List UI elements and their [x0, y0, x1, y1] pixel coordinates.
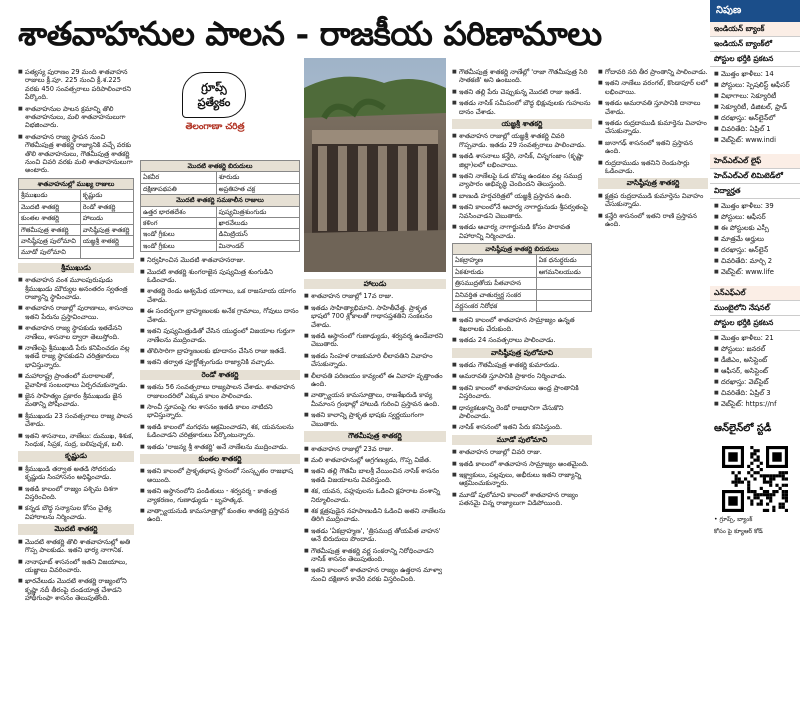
vasishthiputra-titles-table [452, 243, 592, 312]
list-item: ■ శక, యవన, పహ్లవులను ఓడించి క్షహరాట వంశాన్ని నిర్మూలించాడు. [304, 487, 446, 504]
list-item: ■ జునాగఢ్ శాసనంలో ఇతని ప్రస్తావన ఉంది. [598, 139, 708, 156]
job-detail: ■ వెబ్‌సైట్: https://nf [714, 399, 796, 410]
list-item: ■ గోదావరి నది తీర ప్రాంతాన్ని పాలించాడు. [598, 68, 708, 76]
list-item: ■ నానాఘాట్ శాసనంలో ఇతని విజయాలు, యజ్ఞాలు వివరించారు. [18, 558, 134, 575]
list-item: ■ ఇతడు రుద్రదాముడి కుమార్తెను వివాహం చేసుకున్నాడు. [598, 119, 708, 136]
table-cell: ఖారవేలుడు [216, 218, 299, 229]
column-1 [18, 68, 134, 718]
badge-line-2: ప్రత్యేకం [197, 96, 231, 109]
list-item: ■ ఇతని కాలంలో ప్రాకృతభాష స్థానంలో సంస్కృతం రాజభాష అయింది. [140, 467, 300, 484]
table-cell: ఇండో గ్రీకులు [141, 240, 217, 251]
table-cell: ఏక ధనుర్ధరుడు [536, 255, 591, 266]
job-detail: ■ విభాగాలు: సెక్యూరిటీ [714, 91, 796, 102]
table-cell: రెండో శాతకర్ణి [80, 201, 133, 212]
list-item: ■ ఇతడు 'రాజన్య శ్రీ శాతకర్ణి' అనే నాణేలను ముద్రించాడు. [140, 443, 300, 451]
list-item: ■ మలి శాతవాహనుల్లో అగ్రగణ్యుడు, గొప్ప విజేత. [304, 456, 446, 464]
table-cell: శూరుడు [216, 172, 299, 183]
section-hala: హాలుడు [304, 279, 446, 289]
table-cell: కుంతల శాతకర్ణి [19, 213, 81, 224]
jobs-sidebar [710, 0, 800, 725]
table-cell: దక్షిణాపథపతి [141, 183, 217, 194]
job-details-list [710, 331, 800, 412]
list-item: ■ అమరావతి స్తూపానికి ప్రాకారం నిర్మించాడు. [452, 372, 592, 380]
list-item: ■ నిర్వహించిన మొదటి శాతవాహనరాజు. [140, 256, 300, 264]
table-cell: కళింగ [141, 218, 217, 229]
list-item: ■ ఖారవేలుడు మొదటి శాతకర్ణి రాజ్యంలోని కృష్ణా నదీ తీరంపై దండయాత్ర చేశాడని హాథీగుంఫా శాసనం తెలుపుతోంది. [18, 577, 134, 602]
cave-photo [304, 58, 446, 272]
qr-code[interactable] [722, 446, 788, 512]
section-satakarni-2: రెండో శాతకర్ణి [140, 370, 300, 380]
table-row [141, 183, 300, 194]
list-item: ■ వాత్స్యాయనుడి కామసూత్రాల్లో కుంతల శాతకర్ణి ప్రస్తావన ఉంది. [140, 507, 300, 524]
titles-table-head: మొదటి శాతకర్ణి బిరుదులు [141, 161, 300, 172]
job-detail: ■ చివరితేది: ఏప్రిల్ 3 [714, 388, 796, 399]
list-item: ■ ఇతని కాలంలో శాతవాహనులు ఆంధ్ర ప్రాంతానికి విస్తరించారు. [452, 384, 592, 401]
list-item: ■ ఇక్ష్వాకులు, పల్లవులు, అభీరులు ఇతని రాజ్యాన్ని ఆక్రమించుకున్నారు. [452, 471, 592, 488]
vasishthiputra-list [598, 192, 708, 229]
table-row [141, 240, 300, 251]
table-cell: శ్రీముఖుడు [19, 190, 81, 201]
list-item: ■ లీలావతి పరిణయం కావ్యంలో ఈ వివాహ వృత్తాంతం ఉంది. [304, 372, 446, 389]
list-item: ■ ఇతడు సాహిత్యాభిమాని. సాహితీవేత్త. ప్రాకృత భాషలో 700 శ్లోకాలతో గాథాసప్తశతిని సంకలనం చేశాడు. [304, 304, 446, 329]
column-5 [598, 68, 708, 718]
table-cell: మినాండర్ [216, 240, 299, 251]
badge-bubble [182, 72, 246, 118]
list-item: ■ మొదటి శాతకర్ణి శుంగరాజైన పుష్యమిత్ర శుంగుడిని ఓడించాడు. [140, 268, 300, 285]
hala-list [304, 292, 446, 428]
list-item: ■ ఇతని కాలంలో శాతవాహన రాజ్యం ఉత్తరాన మాళ్వా నుంచి దక్షిణాన కావేరి వరకు విస్తరించింది. [304, 566, 446, 583]
list-item: ■ తొలిసారిగా బ్రాహ్మణులకు భూదానం చేసిన రాజు ఇతడే. [140, 347, 300, 355]
table-cell: ఏకశూరుడు [453, 266, 537, 277]
list-item: ■ ఇతని తల్లి పేరు చెప్పుకున్న మొదటి రాజు ఇతడే. [452, 88, 592, 96]
job-block [710, 22, 800, 154]
table-cell [536, 289, 591, 300]
list-item: ■ ఇతని కాలంలోనే ఆచార్య నాగార్జునుడు శ్రీపర్వతంపై నివసించాడని చెబుతారు. [452, 203, 592, 220]
list-item: ■ ఇతడు సింహళ రాజకుమారి లీలావతిని వివాహం చేసుకున్నాడు. [304, 352, 446, 369]
list-item: ■ గౌతమీపుత్ర శాతకర్ణి వర్ణ సంకరాన్ని నిరోధించాడని నాసిక్ శాసనం తెలుపుతుంది. [304, 547, 446, 564]
list-item: ■ ఇతడు 'ఏకబ్రాహ్మణ', 'త్రిసముద్ర తోయపీత వాహన' అనే బిరుదులు పొందాడు. [304, 527, 446, 544]
list-item: ■ ఇతని తర్వాత పూర్ణోత్సంగుడు రాజ్యానికి వచ్చాడు. [140, 358, 300, 366]
table-row [141, 229, 300, 240]
table-row [453, 266, 592, 277]
table-cell: పుష్యమిత్రశుంగుడు [216, 206, 299, 217]
section-srimukha: శ్రీముఖుడు [18, 263, 134, 273]
list-item: ■ ఇతడు నాసిక్ సమీపంలో బౌద్ధ భిక్షువులకు గుహలను దానం చేశాడు. [452, 99, 592, 116]
list-item: ■ నాసిక్ శాసనంలో ఇతని పేరు కనిపిస్తుంది. [452, 423, 592, 431]
table-row [19, 201, 134, 212]
kings-table-title: శాతవాహనుల్లో ముఖ్య రాజులు [19, 178, 134, 189]
list-item: ■ ఇతని నాణేలపై ఓడ బొమ్మ ఉండటం వల్ల సముద్ర వ్యాపారం అభివృద్ధి చెందిందని తెలుస్తుంది. [452, 172, 592, 189]
table-cell: ఏకవీర [141, 172, 217, 183]
section-satakarni-1: మొదటి శాతకర్ణి [18, 524, 134, 534]
col4-top-list [452, 68, 592, 116]
job-detail: ■ దరఖాస్తు: ఆన్‌లైన్ [714, 245, 796, 256]
table-cell [80, 247, 133, 258]
list-item: ■ బాణుడి హర్షచరిత్రలో యజ్ఞశ్రీ ప్రస్తావన ఉంది. [452, 192, 592, 200]
job-detail: ■ పోస్టులు: స్పెషలిస్ట్ ఆఫీసర్ [714, 80, 796, 91]
table-row [19, 224, 134, 235]
list-item: ■ ఇతడి కాలంలో మగధను ఆక్రమించాడని, శక, యవనులను ఓడించాడని చరిత్రకారులు పేర్కొంటున్నారు. [140, 423, 300, 440]
job-detail: ■ వెబ్‌సైట్: www.indi [714, 135, 796, 146]
table-cell: ఇండో గ్రీకులు [141, 229, 217, 240]
section-gautamiputra: గౌతమీపుత్ర శాతకర్ణి [304, 431, 446, 441]
list-item: ■ శ్రీముఖుడి తర్వాత అతడి సోదరుడు కృష్ణుడు సింహాసనం అధిష్ఠించాడు. [18, 465, 134, 482]
job-block-subtitle: హెచ్‌ఎల్‌ఎల్ లిమిటెడ్‌లో [710, 169, 800, 184]
list-item: ■ శాతవాహన రాజుల్లో 17వ రాజు. [304, 292, 446, 300]
section-yajnasri: యజ్ఞశ్రీ శాతకర్ణి [452, 119, 592, 129]
list-item: ■ శాతవాహన రాజుల్లో యజ్ఞశ్రీ శాతకర్ణి చివరి గొప్పవాడు. ఇతడు 29 సంవత్సరాలు పాలించాడు. [452, 132, 592, 149]
table-cell: డిమిట్రియస్ [216, 229, 299, 240]
table-row [141, 206, 300, 217]
table-cell: వాసిష్ఠీపుత్ర శాతకర్ణి [80, 224, 133, 235]
job-detail: ■ దరఖాస్తు: వెబ్‌సైట్ [714, 377, 796, 388]
list-item: ■ కన్హేరి శాసనంలో ఇతని రాణి ప్రస్తావన ఉంది. [598, 212, 708, 229]
job-block-subtitle-2: పోస్టుల భర్తీకి ప్రకటన [710, 316, 800, 331]
list-item: ■ ఇతడి కాలంలో శాతవాహన సామ్రాజ్యం అంతమైంది. [452, 460, 592, 468]
job-detail: ■ వెబ్‌సైట్: www.life [714, 267, 796, 278]
headline: శాతవాహనుల పాలన - రాజకీయ పరిణామాలు [18, 14, 602, 53]
col5-list [598, 68, 708, 175]
table-cell: ఆగమనిలయుడు [536, 266, 591, 277]
job-detail: ■ మొత్తం ఖాళీలు: 14 [714, 69, 796, 80]
table-cell: అప్రతిహత చక్ర [216, 183, 299, 194]
table-row [19, 213, 134, 224]
krishna-list [18, 465, 134, 521]
list-item: ■ నాణేలపై శ్రీముఖుడి పేరు కనిపించడం వల్ల ఇతడే రాజ్య స్థాపకుడని చరిత్రకారులు భావిస్తున్నారు. [18, 344, 134, 369]
job-detail: ■ దరఖాస్తు: ఆన్‌లైన్‌లో [714, 113, 796, 124]
list-item: ■ ఇతని కాలంలో శాతవాహన సామ్రాజ్యం ఉన్నత శిఖరాలకు చేరుకుంది. [452, 316, 592, 333]
satakarni-1-list [18, 538, 134, 603]
list-item: ■ ఇతని ఆస్థానంలోని పండితులు - శర్వవర్మ - కాతంత్ర వ్యాకరణం, గుణాఢ్యుడు - బృహత్కథ. [140, 487, 300, 504]
col4-mid-list [452, 316, 592, 344]
job-details-list [710, 199, 800, 280]
job-block-subtitle: ఇండియన్ బ్యాంక్‌లో [710, 37, 800, 52]
table-row [453, 278, 592, 289]
table-row [141, 218, 300, 229]
list-item: ■ శక క్షత్రపుడైన నహపాణుడిని ఓడించి అతని నాణేలను తిరిగి ముద్రించాడు. [304, 507, 446, 524]
job-detail: ■ పోస్టులు: ఆఫీసర్ [714, 212, 796, 223]
list-item: ■ ఇతను 56 సంవత్సరాలు రాజ్యపాలన చేశాడు. శాతవాహన రాజులందరిలో ఎక్కువ కాలం పాలించాడు. [140, 383, 300, 400]
list-item: ■ శాతవాహన రాజ్య స్థాపకుడు ఇతడేనని నాణేలు, శాసనాల ద్వారా తెలుస్తోంది. [18, 324, 134, 341]
table-cell: ఏకబ్రాహ్మణ [453, 255, 537, 266]
table-row [453, 289, 592, 300]
list-item: ■ శాతవాహన రాజుల్లో చివరి రాజు. [452, 448, 592, 456]
section-kuntala: కుంతల శాతకర్ణి [140, 454, 300, 464]
job-block-title: హెచ్‌ఎల్‌ఎల్ లైఫ్ [710, 154, 800, 169]
job-block-title: ఇండియన్ బ్యాంక్ [710, 22, 800, 37]
list-item: ■ ఇతడు ఆచార్య నాగార్జునుడి కోసం పారావత విహారాన్ని నిర్మించాడు. [452, 223, 592, 240]
list-item: ■ ఇతడి కాలంలో రాజ్యం పశ్చిమ దిశగా విస్తరించింది. [18, 485, 134, 502]
list-item: ■ ఇతని తల్లి గౌతమీ బాలశ్రీ వేయించిన నాసిక్ శాసనం ఇతడి విజయాలను వివరిస్తుంది. [304, 467, 446, 484]
vasishthiputra-table-title: వాసిష్ఠీపుత్ర శాతకర్ణి బిరుదులు [453, 243, 592, 254]
job-block-title: ఎన్‌ఎఫ్‌ఎల్ [710, 286, 800, 301]
section-vasishthiputra: వాసిష్ఠీపుత్ర శాతకర్ణి [598, 178, 708, 188]
list-item: ■ రుద్రదాముడు ఇతనిని రెండుసార్లు ఓడించాడు. [598, 159, 708, 176]
list-item: ■ వాత్స్యాయన కామసూత్రాలు, రాజశేఖరుడి కావ్య మీమాంస గ్రంథాల్లో హాలుడి గురించి ప్రస్తావన ఉంది. [304, 391, 446, 408]
list-item: ■ కన్నడ బౌద్ధ సన్యాసుల కోసం చైత్య విహారాలను నిర్మించాడు. [18, 504, 134, 521]
kuntala-list [140, 467, 300, 523]
job-block [710, 154, 800, 286]
list-item: ■ శ్రీముఖుడు 23 సంవత్సరాలు రాజ్య పాలన చేశాడు. [18, 412, 134, 429]
srimukha-list [18, 276, 134, 448]
job-detail: ■ డీజీఎం, అసిస్టెంట్ [714, 355, 796, 366]
list-item: ■ శాతవాహన రాజుల్లో 23వ రాజు. [304, 445, 446, 453]
job-detail: ■ మొత్తం ఖాళీలు: 39 [714, 201, 796, 212]
job-block-subtitle-2: పోస్టుల భర్తీకి ప్రకటన [710, 52, 800, 67]
sidebar-footer-1: • గ్రూప్స్, బ్యాంక్ [714, 516, 753, 523]
table-row [19, 235, 134, 246]
job-details-list [710, 67, 800, 148]
list-item: ■ మహారాష్ట్ర ప్రాంతంలో మరాఠాలతో, వైవాహిక సంబంధాలు ఏర్పరచుకున్నాడు. [18, 372, 134, 389]
table-row [19, 190, 134, 201]
list-item: ■ శాతవాహన వంశ మూలపురుషుడు శ్రీముఖుడు మౌర్యుల అనంతరం స్వతంత్ర రాజ్యాన్ని స్థాపించాడు. [18, 276, 134, 301]
list-item: ■ శాతవాహన రాజుల్లో పురాణాలు, శాసనాలు ఇతని పేరును ప్రస్తావించాయి. [18, 304, 134, 321]
list-item: ■ జైన సాహిత్యం ప్రకారం శ్రీముఖుడు జైన మతాన్ని పోషించాడు. [18, 392, 134, 409]
job-detail: ■ మొత్తం ఖాళీలు: 21 [714, 333, 796, 344]
list-item: ■ ఇతని కాలాన్ని ప్రాకృత భాషకు స్వర్ణయుగంగా చెబుతారు. [304, 411, 446, 428]
gautamiputra-list [304, 445, 446, 584]
list-item: ■ మొదటి శాతకర్ణి తొలి శాతవాహనుల్లో అతి గొప్ప పాలకుడు. ఇతని భార్య నాగానిక. [18, 538, 134, 555]
titles-table [140, 160, 300, 252]
list-item: ■ మూడో పులోమావి కాలంలో శాతవాహన రాజ్యం పతనమై చిన్న రాజ్యాలుగా విడిపోయింది. [452, 491, 592, 508]
job-detail: ■ సెక్యూరిటీ, డిజిటల్, ఫ్రాడ్ [714, 102, 796, 113]
contemporaries-table-head: మొదటి శాతకర్ణి సమకాలీన రాజులు [141, 195, 300, 206]
job-block-subtitle-2: విద్యార్హత [710, 184, 800, 199]
list-item: ■ ఈ సందర్భంగా బ్రాహ్మణులకు అనేక గ్రామాలు, గోవులు దానం చేశాడు. [140, 307, 300, 324]
list-item: ■ ఇతడి ఆస్థానంలో గుణాఢ్యుడు, శర్వవర్మ ఉండేవారని చెబుతారు. [304, 332, 446, 349]
section-pulomavi-3: మూడో పులోమావి [452, 435, 592, 445]
table-cell: యజ్ఞశ్రీ శాతకర్ణి [80, 235, 133, 246]
list-item: ■ ఇతని నాణేలు వరంగల్, కొండాపూర్ లలో లభించాయి. [598, 79, 708, 96]
table-cell: వాసిష్ఠీపుత్ర పులోమావి [19, 235, 81, 246]
table-cell: కృష్ణుడు [80, 190, 133, 201]
column-4 [452, 68, 592, 718]
table-cell: ఉత్తర భారతదేశం [141, 206, 217, 217]
table-cell: హాలుడు [80, 213, 133, 224]
table-row [453, 300, 592, 311]
table-row [453, 255, 592, 266]
job-detail: ■ చివరితేది: మార్చి 2 [714, 256, 796, 267]
list-item: ■ శాతవాహనుల పాలన క్రమాన్ని తొలి శాతవాహనులు, మలి శాతవాహనులుగా విభజించారు. [18, 105, 134, 130]
badge-line-1: గ్రూప్స్ [201, 81, 227, 94]
list-item: ■ ఇతడు 24 సంవత్సరాలు పాలించాడు. [452, 336, 592, 344]
list-item: ■ ఇతని పుష్యమిత్రుడితో చేసిన యుద్ధంలో విజయాల గుర్తుగా నాణేలను ముద్రించాడు. [140, 327, 300, 344]
column-3 [304, 276, 446, 716]
table-cell: త్రిసముద్రతోయ పీతవాహన [453, 278, 537, 289]
table-cell: గౌతమీపుత్ర శాతకర్ణి [19, 224, 81, 235]
job-block-subtitle: ముంబైలోని నేషనల్ [710, 301, 800, 316]
job-detail: ■ మాత్రమే అర్హులు [714, 234, 796, 245]
list-item: ■ శాతవాహన రాజ్య స్థాపన నుంచి గౌతమీపుత్ర శాతకర్ణి రాజ్యానికి వచ్చే వరకు తొలి శాతవాహనులు, గౌతమీపుత్ర శాతకర్ణి నుంచి చివరి వరకు మలి శాతవాహనులుగా అంటారు. [18, 133, 134, 175]
table-row [19, 247, 134, 258]
list-item: ■ ఇతడి శాసనాలు కన్హేరి, నాసిక్, చిన్నగంజాం (కృష్ణా జిల్లా)లలో లభించాయి. [452, 152, 592, 169]
col1-intro-list [18, 68, 134, 175]
column-2 [140, 160, 300, 715]
sidebar-footer-2: కోసం పై క్యూఆర్ కోడ్ [714, 528, 763, 535]
pulomavi-3-list [452, 448, 592, 507]
groups-special-badge [160, 72, 270, 142]
table-row [141, 172, 300, 183]
job-detail: ■ చివరితేది: ఏప్రిల్ 1 [714, 124, 796, 135]
kings-table [18, 178, 134, 259]
list-item: ■ ఇతడు అమరావతి స్తూపానికి దానాలు చేశాడు. [598, 99, 708, 116]
list-item: ■ గౌతమీపుత్ర శాతకర్ణి నాణేల్లో 'రాజా గౌతమీపుత్ర సిరి సాతకణి' అని ఉంటుంది. [452, 68, 592, 85]
table-cell [536, 300, 591, 311]
list-item: ■ సాంచీ స్తూపంపై గల శాసనం ఇతడి కాలం నాటిదని భావిస్తున్నారు. [140, 403, 300, 420]
section-krishna: కృష్ణుడు [18, 451, 134, 461]
badge-subtitle: తెలంగాణా చరిత్ర [185, 122, 245, 132]
job-detail: ■ ఆఫీసర్, అసిస్టెంట్ [714, 366, 796, 377]
table-cell [536, 278, 591, 289]
job-detail: ■ ఈ పోస్టులకు ఎస్సీ [714, 223, 796, 234]
table-cell: మూడో పులోమావి [19, 247, 81, 258]
list-item: ■ ధాన్యకటకాన్ని రెండో రాజధానిగా చేసుకొని పాలించాడు. [452, 404, 592, 421]
list-item: ■ క్షత్రప రుద్రదాముడి కుమార్తెను వివాహం చేసుకున్నాడు. [598, 192, 708, 209]
job-block [710, 286, 800, 418]
sidebar-header: నిపుణ [710, 0, 800, 22]
list-item: ■ ఇతని శాసనాలు, నాణేలు: దుముఖ, శిశుక, సింధుక, సిప్రక, సుద్ర, బలిపుచ్చక, బలి. [18, 432, 134, 449]
list-item: ■ ఇతడు గౌతమీపుత్ర శాతకర్ణి కుమారుడు. [452, 361, 592, 369]
list-item: ■ శాతకర్ణి రెండు అశ్వమేధ యాగాలు, ఒక రాజసూయ యాగం చేశాడు. [140, 287, 300, 304]
col2-intro-list [140, 256, 300, 366]
table-cell: వినివర్తిత చాతుర్వర్ణ సంకర [453, 289, 537, 300]
satakarni-2-list [140, 383, 300, 451]
yajnasri-list [452, 132, 592, 239]
table-cell: వర్ణసంకర నిరోధక [453, 300, 537, 311]
online-study-title: ఆన్‌లైన్‌లో స్టడీ [714, 423, 772, 434]
pulomavi-list [452, 361, 592, 432]
section-pulomavi: వాసిష్ఠీపుత్ర పులోమావి [452, 348, 592, 358]
job-detail: ■ పోస్టులు: జనరల్ [714, 344, 796, 355]
table-cell: మొదటి శాతకర్ణి [19, 201, 81, 212]
list-item: ■ పత్యస్య పురాణం 29 మంది శాతవాహన రాజులు క్రీ.పూ. 225 నుంచి క్రీ.శ.225 వరకు 450 సంవత్సరాలు పరిపాలించారని పేర్కొంది. [18, 68, 134, 102]
